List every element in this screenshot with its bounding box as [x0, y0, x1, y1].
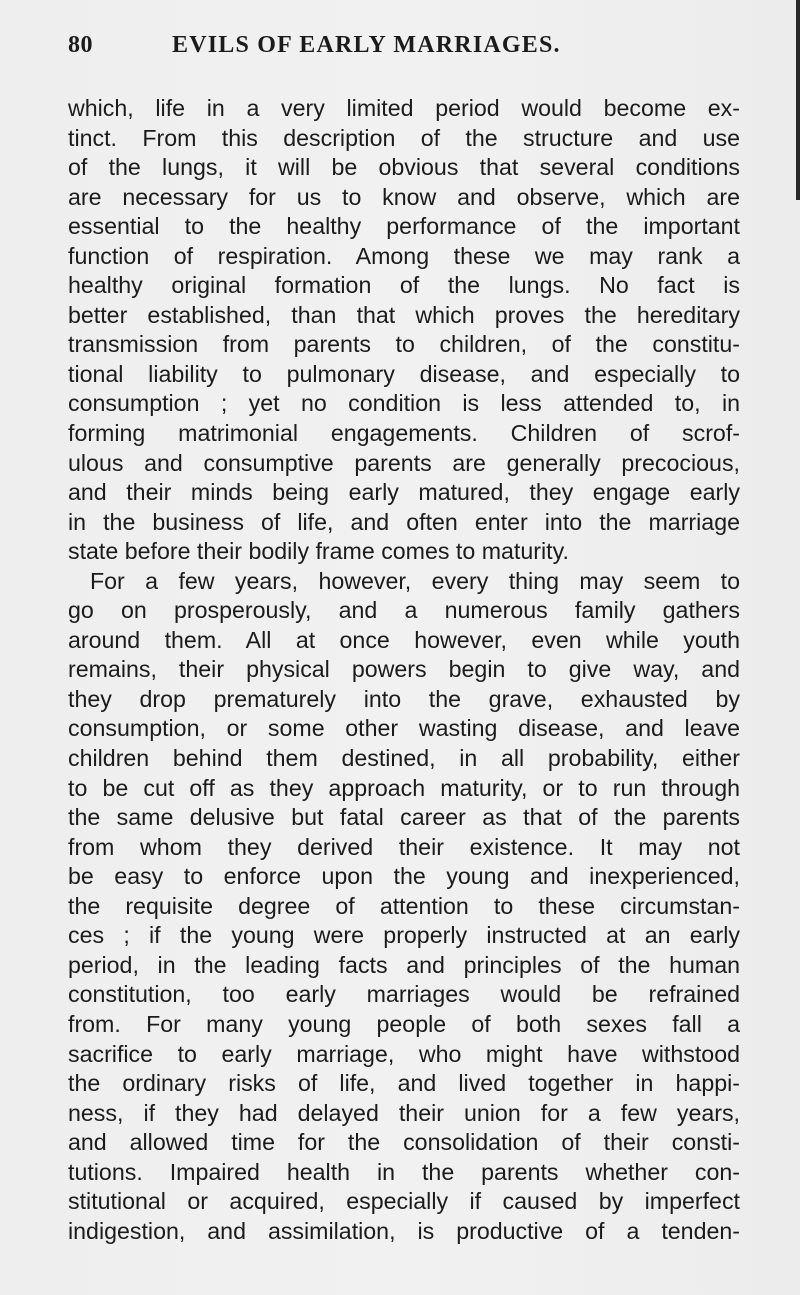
text-line: ces ; if the young were properly instructed at an early [68, 922, 740, 949]
text-line: the ordinary risks of life, and lived together in happi- [68, 1070, 740, 1097]
text-line: stitutional or acquired, especially if caused by imperfect [68, 1188, 740, 1215]
text-line: which, life in a very limited period would become ex- [68, 95, 740, 121]
body-text [68, 94, 740, 1246]
text-line: period, in the leading facts and principles of the human [68, 951, 740, 978]
text-line: ulous and consumptive parents are generally precocious, [68, 449, 740, 476]
text-line: forming matrimonial engagements. Children of scrof- [68, 420, 740, 447]
text-line: better established, than that which proves the hereditary [68, 301, 740, 328]
text-line: tional liability to pulmonary disease, and especially to [68, 360, 740, 387]
text-line: children behind them destined, in all probability, either [68, 745, 740, 772]
text-line: tinct. From this description of the structure and use [68, 124, 740, 151]
paragraph-start-line: For a few years, however, every thing may seem to [90, 567, 740, 594]
text-line: from. For many young people of both sexes fall a [68, 1010, 740, 1037]
page-number: 80 [68, 32, 93, 58]
text-line: are necessary for us to know and observe, which are [68, 183, 740, 210]
text-line: they drop prematurely into the grave, exhausted by [68, 685, 740, 712]
text-line: the same delusive but fatal career as that of the parents [68, 804, 740, 831]
text-line: from whom they derived their existence. It may not [68, 833, 740, 860]
text-line: healthy original formation of the lungs. No fact is [68, 272, 740, 299]
text-line: around them. All at once however, even while youth [68, 626, 740, 653]
text-line: ness, if they had delayed their union for a few years, [68, 1099, 740, 1126]
text-line: and their minds being early matured, they engage early [68, 479, 740, 506]
text-line: in the business of life, and often enter into the marriage [68, 508, 740, 535]
text-line: constitution, too early marriages would be refrained [68, 981, 740, 1008]
text-line: consumption ; yet no condition is less attended to, in [68, 390, 740, 417]
text-line: the requisite degree of attention to these circumstan- [68, 892, 740, 919]
text-line: indigestion, and assimilation, is productive of a tenden- [68, 1217, 740, 1244]
running-header [68, 32, 728, 62]
text-line: be easy to enforce upon the young and inexperienced, [68, 863, 740, 890]
text-line: of the lungs, it will be obvious that several conditions [68, 154, 740, 181]
text-line: function of respiration. Among these we may rank a [68, 242, 740, 269]
chapter-title: EVILS OF EARLY MARRIAGES. [172, 32, 561, 58]
text-line: sacrifice to early marriage, who might have withstood [68, 1040, 740, 1067]
text-line: transmission from parents to children, of the constitu- [68, 331, 740, 358]
text-line: essential to the healthy performance of the important [68, 213, 740, 240]
text-line: to be cut off as they approach maturity, or to run through [68, 774, 740, 801]
text-line: remains, their physical powers begin to give way, and [68, 656, 740, 683]
text-line: consumption, or some other wasting disease, and leave [68, 715, 740, 742]
page-edge-shadow [796, 0, 800, 200]
text-line: and allowed time for the consolidation of their consti- [68, 1129, 740, 1156]
text-line: go on prosperously, and a numerous family gathers [68, 597, 740, 624]
text-line: tutions. Impaired health in the parents whether con- [68, 1158, 740, 1185]
text-line: state before their bodily frame comes to maturity. [68, 538, 569, 565]
